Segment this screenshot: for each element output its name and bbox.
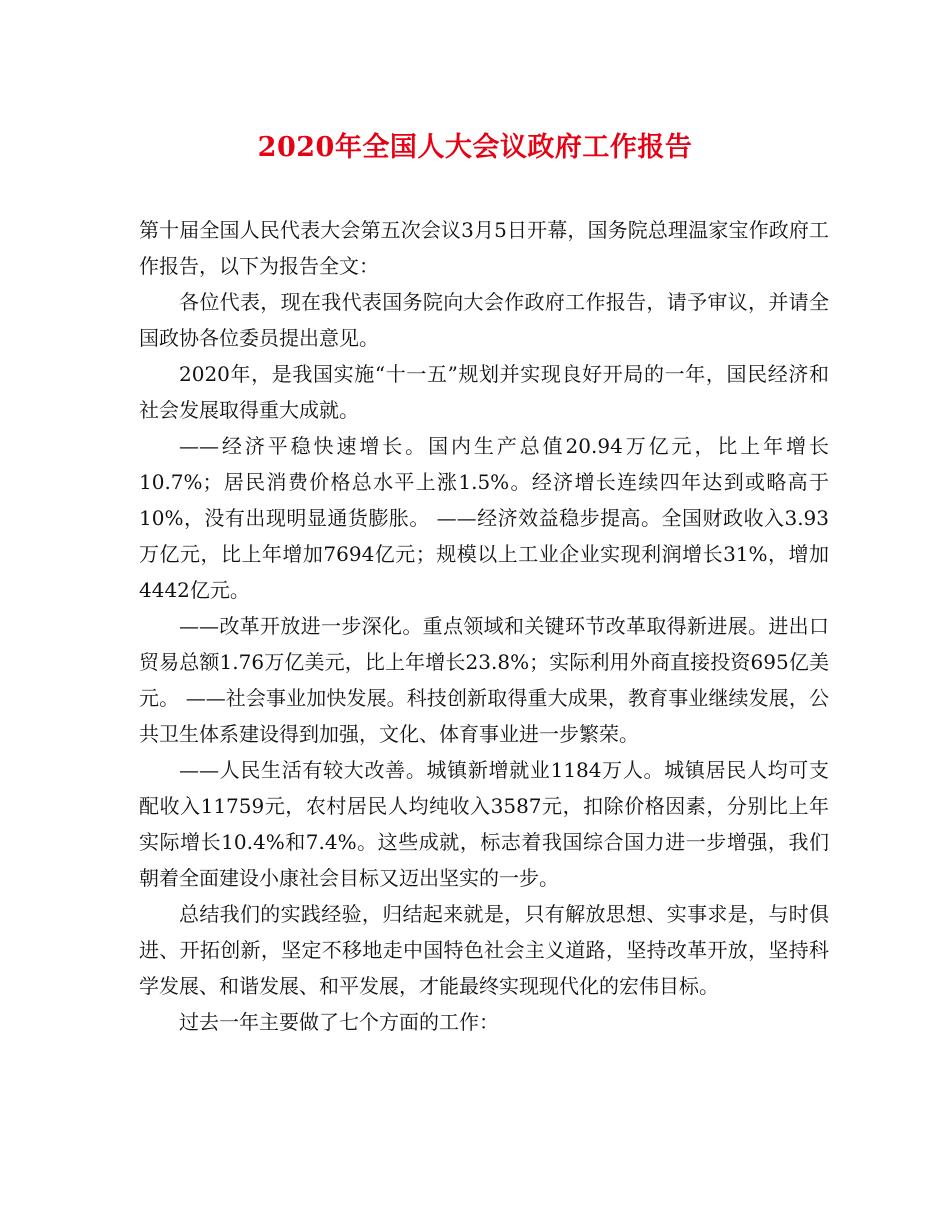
paragraph-reform: ——改革开放进一步深化。重点领域和关键环节改革取得新进展。进出口贸易总额1.76万亿美元，比上年增长23.8%；实际利用外商直接投资695亿美元。 ——社会事业加快发展。科技创新取得重大成果，教育事业继续发展，公共卫生体系建设得到加强，文化、体育事业进一步繁荣。 [139, 614, 829, 746]
paragraph-summary: 总结我们的实践经验，归结起来就是，只有解放思想、实事求是，与时俱进、开拓创新，坚定不移地走中国特色社会主义道路，坚持改革开放，坚持科学发展、和谐发展、和平发展，才能最终实现现代化的宏伟目标。 [139, 902, 829, 998]
paragraph-economy: ——经济平稳快速增长。国内生产总值20.94万亿元，比上年增长10.7%；居民消费价格总水平上涨1.5%。经济增长连续四年达到或略高于10%，没有出现明显通货膨胀。 ——经济效益稳步提高。全国财政收入3.93万亿元，比上年增加7694亿元；规模以上工业企业实现利润增长31%，增加4442亿元。 [139, 434, 829, 602]
paragraph-livelihood: ——人民生活有较大改善。城镇新增就业1184万人。城镇居民人均可支配收入11759元，农村居民人均纯收入3587元，扣除价格因素，分别比上年实际增长10.4%和7.4%。这些成就，标志着我国综合国力进一步增强，我们朝着全面建设小康社会目标又迈出坚实的一步。 [139, 758, 829, 890]
paragraph-overview: 2020年，是我国实施“十一五”规划并实现良好开局的一年，国民经济和社会发展取得重大成就。 [139, 362, 829, 422]
paragraph-intro: 第十届全国人民代表大会第五次会议3月5日开幕，国务院总理温家宝作政府工作报告，以下为报告全文： [139, 218, 829, 278]
paragraph-work-intro: 过去一年主要做了七个方面的工作： [179, 1010, 499, 1034]
document-title: 2020年全国人大会议政府工作报告 [257, 132, 693, 163]
document-body [139, 212, 829, 1040]
paragraph-greeting: 各位代表，现在我代表国务院向大会作政府工作报告，请予审议，并请全国政协各位委员提出意见。 [139, 290, 829, 350]
